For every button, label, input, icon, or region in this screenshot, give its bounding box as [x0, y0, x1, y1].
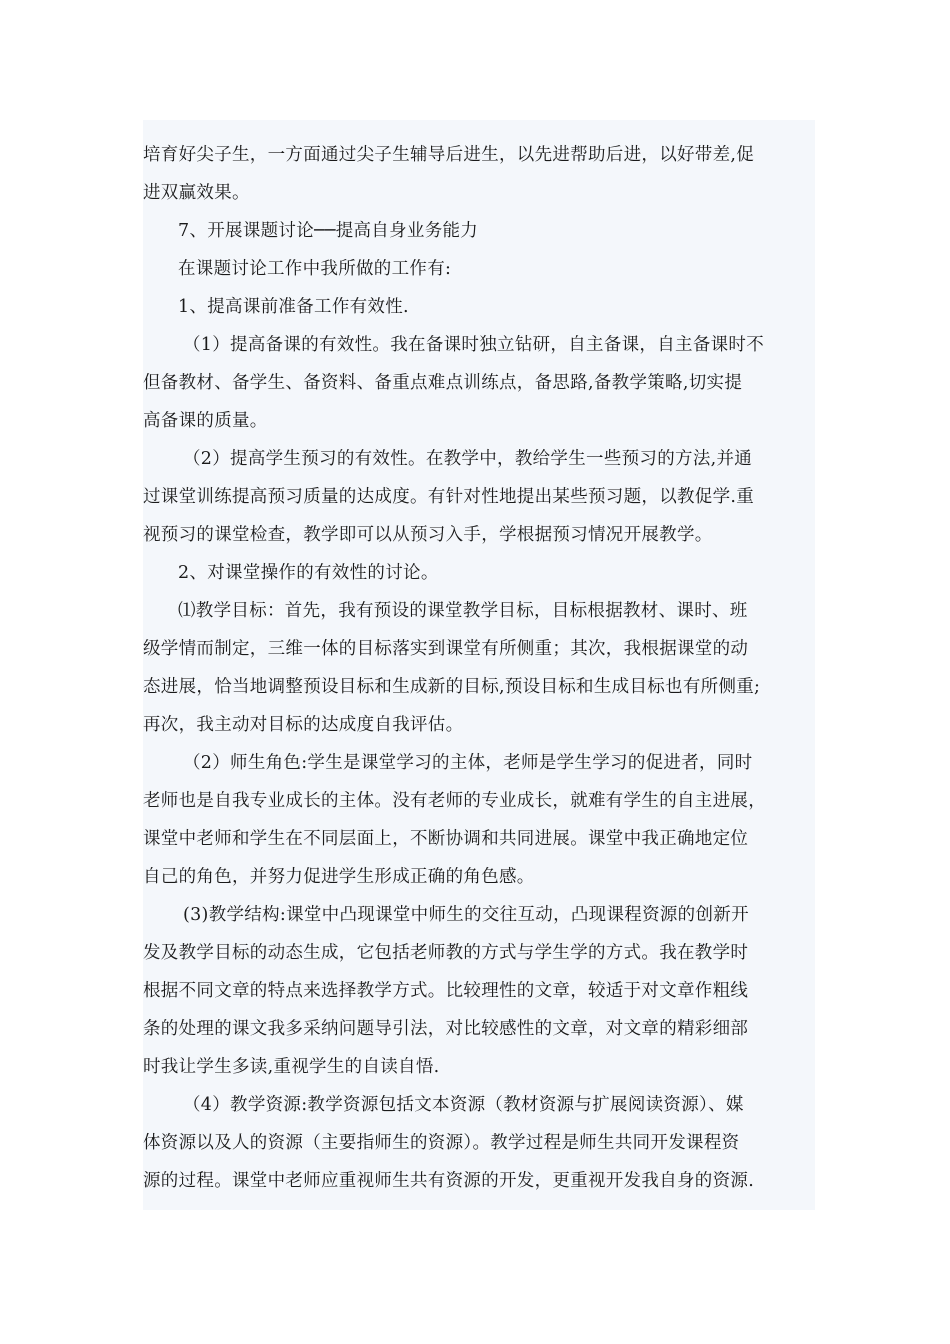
subsection-heading: 2、对课堂操作的有效性的讨论。	[178, 563, 439, 583]
paragraph-line: 根据不同文章的特点来选择教学方式。比较理性的文章，较适于对文章作粗线	[143, 981, 749, 1001]
paragraph-line: (3)教学结构:课堂中凸现课堂中师生的交往互动，凸现课程资源的创新开	[183, 905, 749, 925]
paragraph-line: 老师也是自我专业成长的主体。没有老师的专业成长，就难有学生的自主进展，	[143, 791, 766, 811]
paragraph-line: 进双赢效果。	[143, 183, 250, 203]
paragraph-line: 在课题讨论工作中我所做的工作有:	[178, 259, 452, 279]
subsection-heading: 1、提高课前准备工作有效性.	[178, 297, 409, 317]
paragraph-line: ⑴教学目标：首先，我有预设的课堂教学目标，目标根据教材、课时、班	[178, 601, 748, 621]
paragraph-line: 视预习的课堂检查，教学即可以从预习入手，学根据预习情况开展教学。	[143, 525, 713, 545]
paragraph-line: （2）师生角色:学生是课堂学习的主体，老师是学生学习的促进者，同时	[183, 753, 753, 773]
paragraph-line: 源的过程。课堂中老师应重视师生共有资源的开发，更重视开发我自身的资源.	[143, 1171, 755, 1191]
paragraph-line: 高备课的质量。	[143, 411, 268, 431]
paragraph-line: 发及教学目标的动态生成，它包括老师教的方式与学生学的方式。我在教学时	[143, 943, 749, 963]
paragraph-line: （2）提高学生预习的有效性。在教学中，教给学生一些预习的方法,并通	[183, 449, 753, 469]
paragraph-line: 态进展，恰当地调整预设目标和生成新的目标,预设目标和生成目标也有所侧重;	[143, 677, 761, 697]
paragraph-line: 自己的角色，并努力促进学生形成正确的角色感。	[143, 867, 535, 887]
paragraph-line: 级学情而制定，三维一体的目标落实到课堂有所侧重；其次，我根据课堂的动	[143, 639, 749, 659]
document-body	[143, 120, 815, 1210]
paragraph-line: 过课堂训练提高预习质量的达成度。有针对性地提出某些预习题，以教促学.重	[143, 487, 755, 507]
paragraph-line: 条的处理的课文我多采纳问题导引法，对比较感性的文章，对文章的精彩细部	[143, 1019, 749, 1039]
paragraph-line: 但备教材、备学生、备资料、备重点难点训练点，备思路,备教学策略,切实提	[143, 373, 743, 393]
section-heading: 7、开展课题讨论──提高自身业务能力	[178, 221, 479, 241]
paragraph-line: 课堂中老师和学生在不同层面上，不断协调和共同进展。课堂中我正确地定位	[143, 829, 749, 849]
paragraph-line: （1）提高备课的有效性。我在备课时独立钻研，自主备课，自主备课时不	[183, 335, 765, 355]
paragraph-line: 时我让学生多读,重视学生的自读自悟.	[143, 1057, 440, 1077]
paragraph-line: （4）教学资源:教学资源包括文本资源（教材资源与扩展阅读资源）、媒	[183, 1095, 744, 1115]
paragraph-line: 培育好尖子生，一方面通过尖子生辅导后进生，以先进帮助后进，以好带差,促	[143, 145, 755, 165]
paragraph-line: 再次，我主动对目标的达成度自我评估。	[143, 715, 464, 735]
paragraph-line: 体资源以及人的资源（主要指师生的资源）。教学过程是师生共同开发课程资	[143, 1133, 740, 1153]
